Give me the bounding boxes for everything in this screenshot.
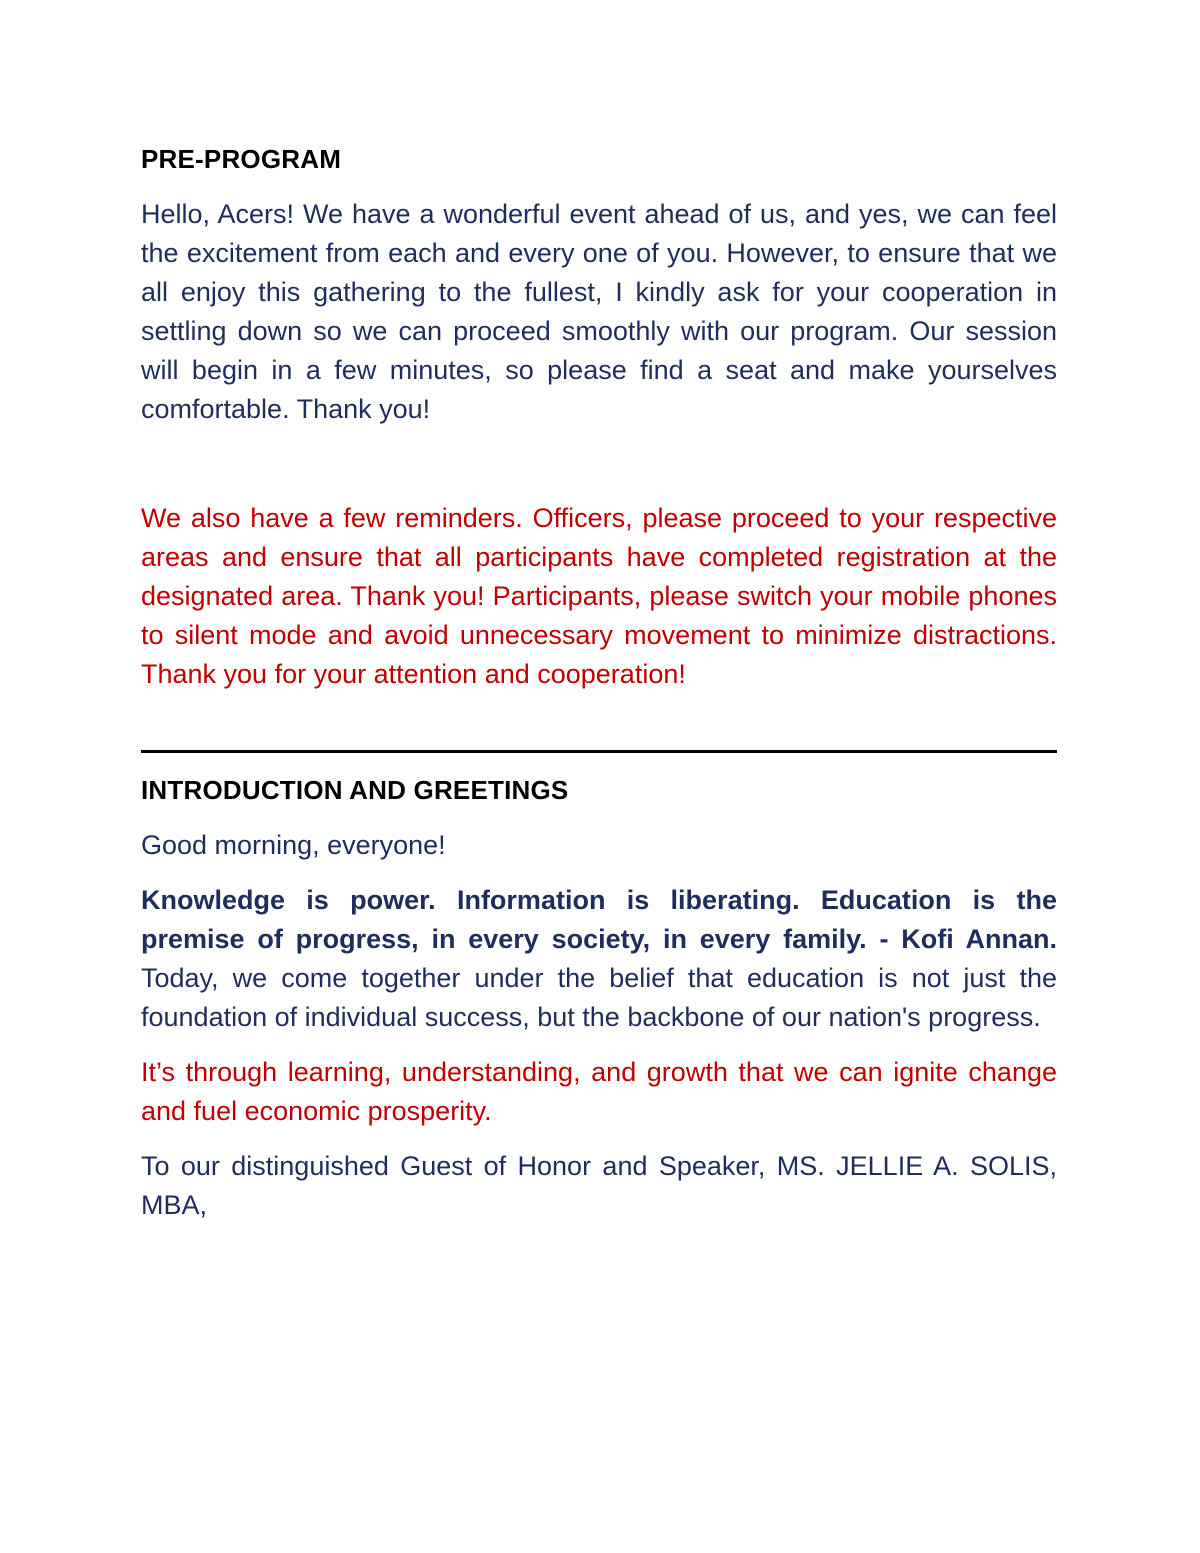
spacer xyxy=(141,429,1057,499)
greeting-paragraph: Good morning, everyone! xyxy=(141,830,446,860)
highlight-paragraph: It’s through learning, understanding, and growth that we can ignite change and fuel economic prosperity. xyxy=(141,1057,1057,1126)
section-divider xyxy=(141,750,1057,753)
quote-followup-text: Today, we come together under the belief that education is not just the foundation of individual success, but the backbone of our nation's progress. xyxy=(141,963,1057,1032)
document-page xyxy=(141,140,1057,1225)
spacer xyxy=(141,694,1057,750)
kofi-annan-quote: Knowledge is power. Information is liberating. Education is the premise of progress, in every society, in every family. - Kofi Annan. xyxy=(141,885,1057,954)
guest-of-honor-paragraph: To our distinguished Guest of Honor and Speaker, MS. JELLIE A. SOLIS, MBA, xyxy=(141,1151,1057,1220)
pre-program-welcome-paragraph: Hello, Acers! We have a wonderful event ahead of us, and yes, we can feel the excitement from each and every one of you. However, to ensure that we all enjoy this gathering to the fullest, I kindly ask for your cooperation in settling down so we can proceed smoothly with our program. Our session will begin in a few minutes, so please find a seat and make yourselves comfortable. Thank you! xyxy=(141,199,1057,424)
pre-program-heading: PRE-PROGRAM xyxy=(141,144,342,174)
quote-paragraph xyxy=(141,881,1057,1037)
pre-program-reminders-paragraph: We also have a few reminders. Officers, please proceed to your respective areas and ensure that all participants have completed registration at the designated area. Thank you! Participants, please switch your mobile phones to silent mode and avoid unnecessary movement to minimize distractions. Thank you for your attention and cooperation! xyxy=(141,503,1057,689)
introduction-heading: INTRODUCTION AND GREETINGS xyxy=(141,775,569,805)
